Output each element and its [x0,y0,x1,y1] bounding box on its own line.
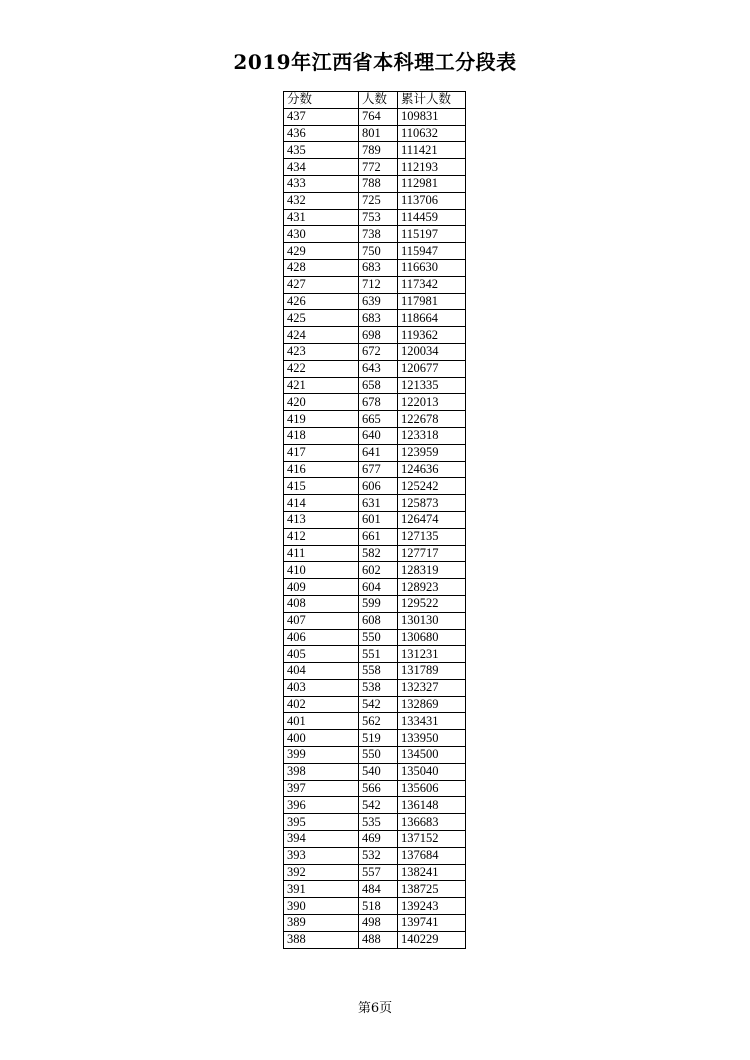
table-row [284,175,466,192]
table-row [284,831,466,848]
cumulative-cell: 112193 [398,159,466,176]
count-cell: 519 [359,730,398,747]
count-cell: 566 [359,780,398,797]
score-cell: 397 [284,780,359,797]
score-cell: 395 [284,814,359,831]
count-cell: 540 [359,763,398,780]
score-cell: 406 [284,629,359,646]
score-cell: 422 [284,360,359,377]
count-cell: 606 [359,478,398,495]
table-row [284,343,466,360]
count-cell: 551 [359,646,398,663]
count-cell: 562 [359,713,398,730]
score-cell: 411 [284,545,359,562]
table-row [284,243,466,260]
table-row [284,898,466,915]
count-cell: 542 [359,696,398,713]
count-cell: 683 [359,310,398,327]
count-cell: 698 [359,327,398,344]
count-cell: 557 [359,864,398,881]
table-body [284,108,466,948]
table-header-row [284,92,466,109]
cumulative-cell: 127717 [398,545,466,562]
cumulative-cell: 140229 [398,931,466,948]
count-cell: 484 [359,881,398,898]
cumulative-cell: 114459 [398,209,466,226]
cumulative-cell: 133950 [398,730,466,747]
cumulative-cell: 130130 [398,612,466,629]
cumulative-cell: 137152 [398,831,466,848]
cumulative-cell: 125242 [398,478,466,495]
table-row [284,142,466,159]
cumulative-cell: 138241 [398,864,466,881]
score-cell: 404 [284,663,359,680]
count-cell: 678 [359,394,398,411]
score-cell: 429 [284,243,359,260]
count-cell: 631 [359,495,398,512]
cumulative-cell: 123959 [398,444,466,461]
count-cell: 469 [359,831,398,848]
count-cell: 764 [359,108,398,125]
count-cell: 643 [359,360,398,377]
count-cell: 672 [359,343,398,360]
page-number: 第6页 [357,1001,393,1016]
table-row [284,847,466,864]
count-cell: 532 [359,847,398,864]
table-row [284,763,466,780]
score-cell: 398 [284,763,359,780]
table-row [284,730,466,747]
cumulative-cell: 128319 [398,562,466,579]
count-cell: 608 [359,612,398,629]
count-cell: 738 [359,226,398,243]
score-cell: 437 [284,108,359,125]
cumulative-cell: 133431 [398,713,466,730]
score-cell: 417 [284,444,359,461]
score-cell: 420 [284,394,359,411]
count-cell: 518 [359,898,398,915]
table-row [284,679,466,696]
cumulative-cell: 117981 [398,293,466,310]
cumulative-cell: 130680 [398,629,466,646]
table-row [284,394,466,411]
score-cell: 401 [284,713,359,730]
table-row [284,427,466,444]
table-row [284,108,466,125]
table-row [284,293,466,310]
table-row [284,327,466,344]
cumulative-cell: 139741 [398,915,466,932]
cumulative-cell: 132869 [398,696,466,713]
header-cumulative: 累计人数 [398,92,466,109]
cumulative-cell: 115947 [398,243,466,260]
table-row [284,747,466,764]
count-cell: 535 [359,814,398,831]
cumulative-cell: 120034 [398,343,466,360]
cumulative-cell: 121335 [398,377,466,394]
table-row [284,209,466,226]
table-row [284,511,466,528]
table-row [284,629,466,646]
score-cell: 394 [284,831,359,848]
score-table [283,91,466,949]
cumulative-cell: 109831 [398,108,466,125]
score-cell: 392 [284,864,359,881]
count-cell: 658 [359,377,398,394]
count-cell: 641 [359,444,398,461]
cumulative-cell: 122678 [398,411,466,428]
table-row [284,663,466,680]
score-cell: 421 [284,377,359,394]
table-row [284,713,466,730]
count-cell: 677 [359,461,398,478]
cumulative-cell: 123318 [398,427,466,444]
cumulative-cell: 126474 [398,511,466,528]
count-cell: 772 [359,159,398,176]
cumulative-cell: 118664 [398,310,466,327]
table-row [284,310,466,327]
cumulative-cell: 119362 [398,327,466,344]
table-row [284,881,466,898]
table-row [284,595,466,612]
score-cell: 410 [284,562,359,579]
table-row [284,444,466,461]
score-cell: 415 [284,478,359,495]
score-cell: 407 [284,612,359,629]
cumulative-cell: 111421 [398,142,466,159]
count-cell: 538 [359,679,398,696]
table-row [284,915,466,932]
cumulative-cell: 139243 [398,898,466,915]
score-cell: 414 [284,495,359,512]
count-cell: 488 [359,931,398,948]
score-cell: 426 [284,293,359,310]
page-title: 2019年江西省本科理工分段表 [233,50,517,74]
score-cell: 396 [284,797,359,814]
cumulative-cell: 124636 [398,461,466,478]
score-cell: 402 [284,696,359,713]
score-cell: 428 [284,259,359,276]
count-cell: 601 [359,511,398,528]
score-cell: 391 [284,881,359,898]
count-cell: 753 [359,209,398,226]
score-cell: 418 [284,427,359,444]
score-cell: 423 [284,343,359,360]
cumulative-cell: 132327 [398,679,466,696]
score-cell: 434 [284,159,359,176]
table-row [284,125,466,142]
count-cell: 639 [359,293,398,310]
count-cell: 788 [359,175,398,192]
count-cell: 665 [359,411,398,428]
score-cell: 425 [284,310,359,327]
cumulative-cell: 135606 [398,780,466,797]
header-score: 分数 [284,92,359,109]
cumulative-cell: 115197 [398,226,466,243]
count-cell: 558 [359,663,398,680]
table-row [284,864,466,881]
table-row [284,478,466,495]
count-cell: 599 [359,595,398,612]
score-cell: 424 [284,327,359,344]
count-cell: 602 [359,562,398,579]
cumulative-cell: 117342 [398,276,466,293]
count-cell: 542 [359,797,398,814]
cumulative-cell: 110632 [398,125,466,142]
score-cell: 430 [284,226,359,243]
score-cell: 412 [284,528,359,545]
cumulative-cell: 120677 [398,360,466,377]
table-row [284,276,466,293]
table-row [284,797,466,814]
score-cell: 427 [284,276,359,293]
count-cell: 661 [359,528,398,545]
score-cell: 388 [284,931,359,948]
cumulative-cell: 131789 [398,663,466,680]
table-row [284,814,466,831]
table-row [284,528,466,545]
count-cell: 725 [359,192,398,209]
count-cell: 582 [359,545,398,562]
score-cell: 432 [284,192,359,209]
count-cell: 640 [359,427,398,444]
score-cell: 419 [284,411,359,428]
score-cell: 409 [284,579,359,596]
score-cell: 408 [284,595,359,612]
table-row [284,780,466,797]
score-cell: 416 [284,461,359,478]
score-cell: 390 [284,898,359,915]
count-cell: 750 [359,243,398,260]
table-row [284,931,466,948]
table-row [284,360,466,377]
score-cell: 400 [284,730,359,747]
table-row [284,192,466,209]
score-cell: 403 [284,679,359,696]
count-cell: 604 [359,579,398,596]
cumulative-cell: 134500 [398,747,466,764]
table-row [284,259,466,276]
cumulative-cell: 113706 [398,192,466,209]
table-row [284,495,466,512]
count-cell: 550 [359,629,398,646]
table-row [284,461,466,478]
cumulative-cell: 116630 [398,259,466,276]
cumulative-cell: 135040 [398,763,466,780]
cumulative-cell: 112981 [398,175,466,192]
table-row [284,411,466,428]
header-count: 人数 [359,92,398,109]
table-row [284,579,466,596]
score-cell: 389 [284,915,359,932]
cumulative-cell: 136683 [398,814,466,831]
cumulative-cell: 122013 [398,394,466,411]
cumulative-cell: 136148 [398,797,466,814]
count-cell: 801 [359,125,398,142]
cumulative-cell: 128923 [398,579,466,596]
count-cell: 712 [359,276,398,293]
score-cell: 435 [284,142,359,159]
cumulative-cell: 137684 [398,847,466,864]
cumulative-cell: 131231 [398,646,466,663]
score-cell: 431 [284,209,359,226]
count-cell: 498 [359,915,398,932]
table-row [284,545,466,562]
score-cell: 413 [284,511,359,528]
count-cell: 550 [359,747,398,764]
table-row [284,377,466,394]
score-cell: 436 [284,125,359,142]
cumulative-cell: 127135 [398,528,466,545]
count-cell: 789 [359,142,398,159]
table-row [284,646,466,663]
cumulative-cell: 138725 [398,881,466,898]
table-row [284,159,466,176]
score-cell: 405 [284,646,359,663]
cumulative-cell: 125873 [398,495,466,512]
cumulative-cell: 129522 [398,595,466,612]
score-cell: 433 [284,175,359,192]
table-row [284,612,466,629]
table-row [284,226,466,243]
table-row [284,696,466,713]
score-cell: 399 [284,747,359,764]
score-cell: 393 [284,847,359,864]
count-cell: 683 [359,259,398,276]
table-row [284,562,466,579]
